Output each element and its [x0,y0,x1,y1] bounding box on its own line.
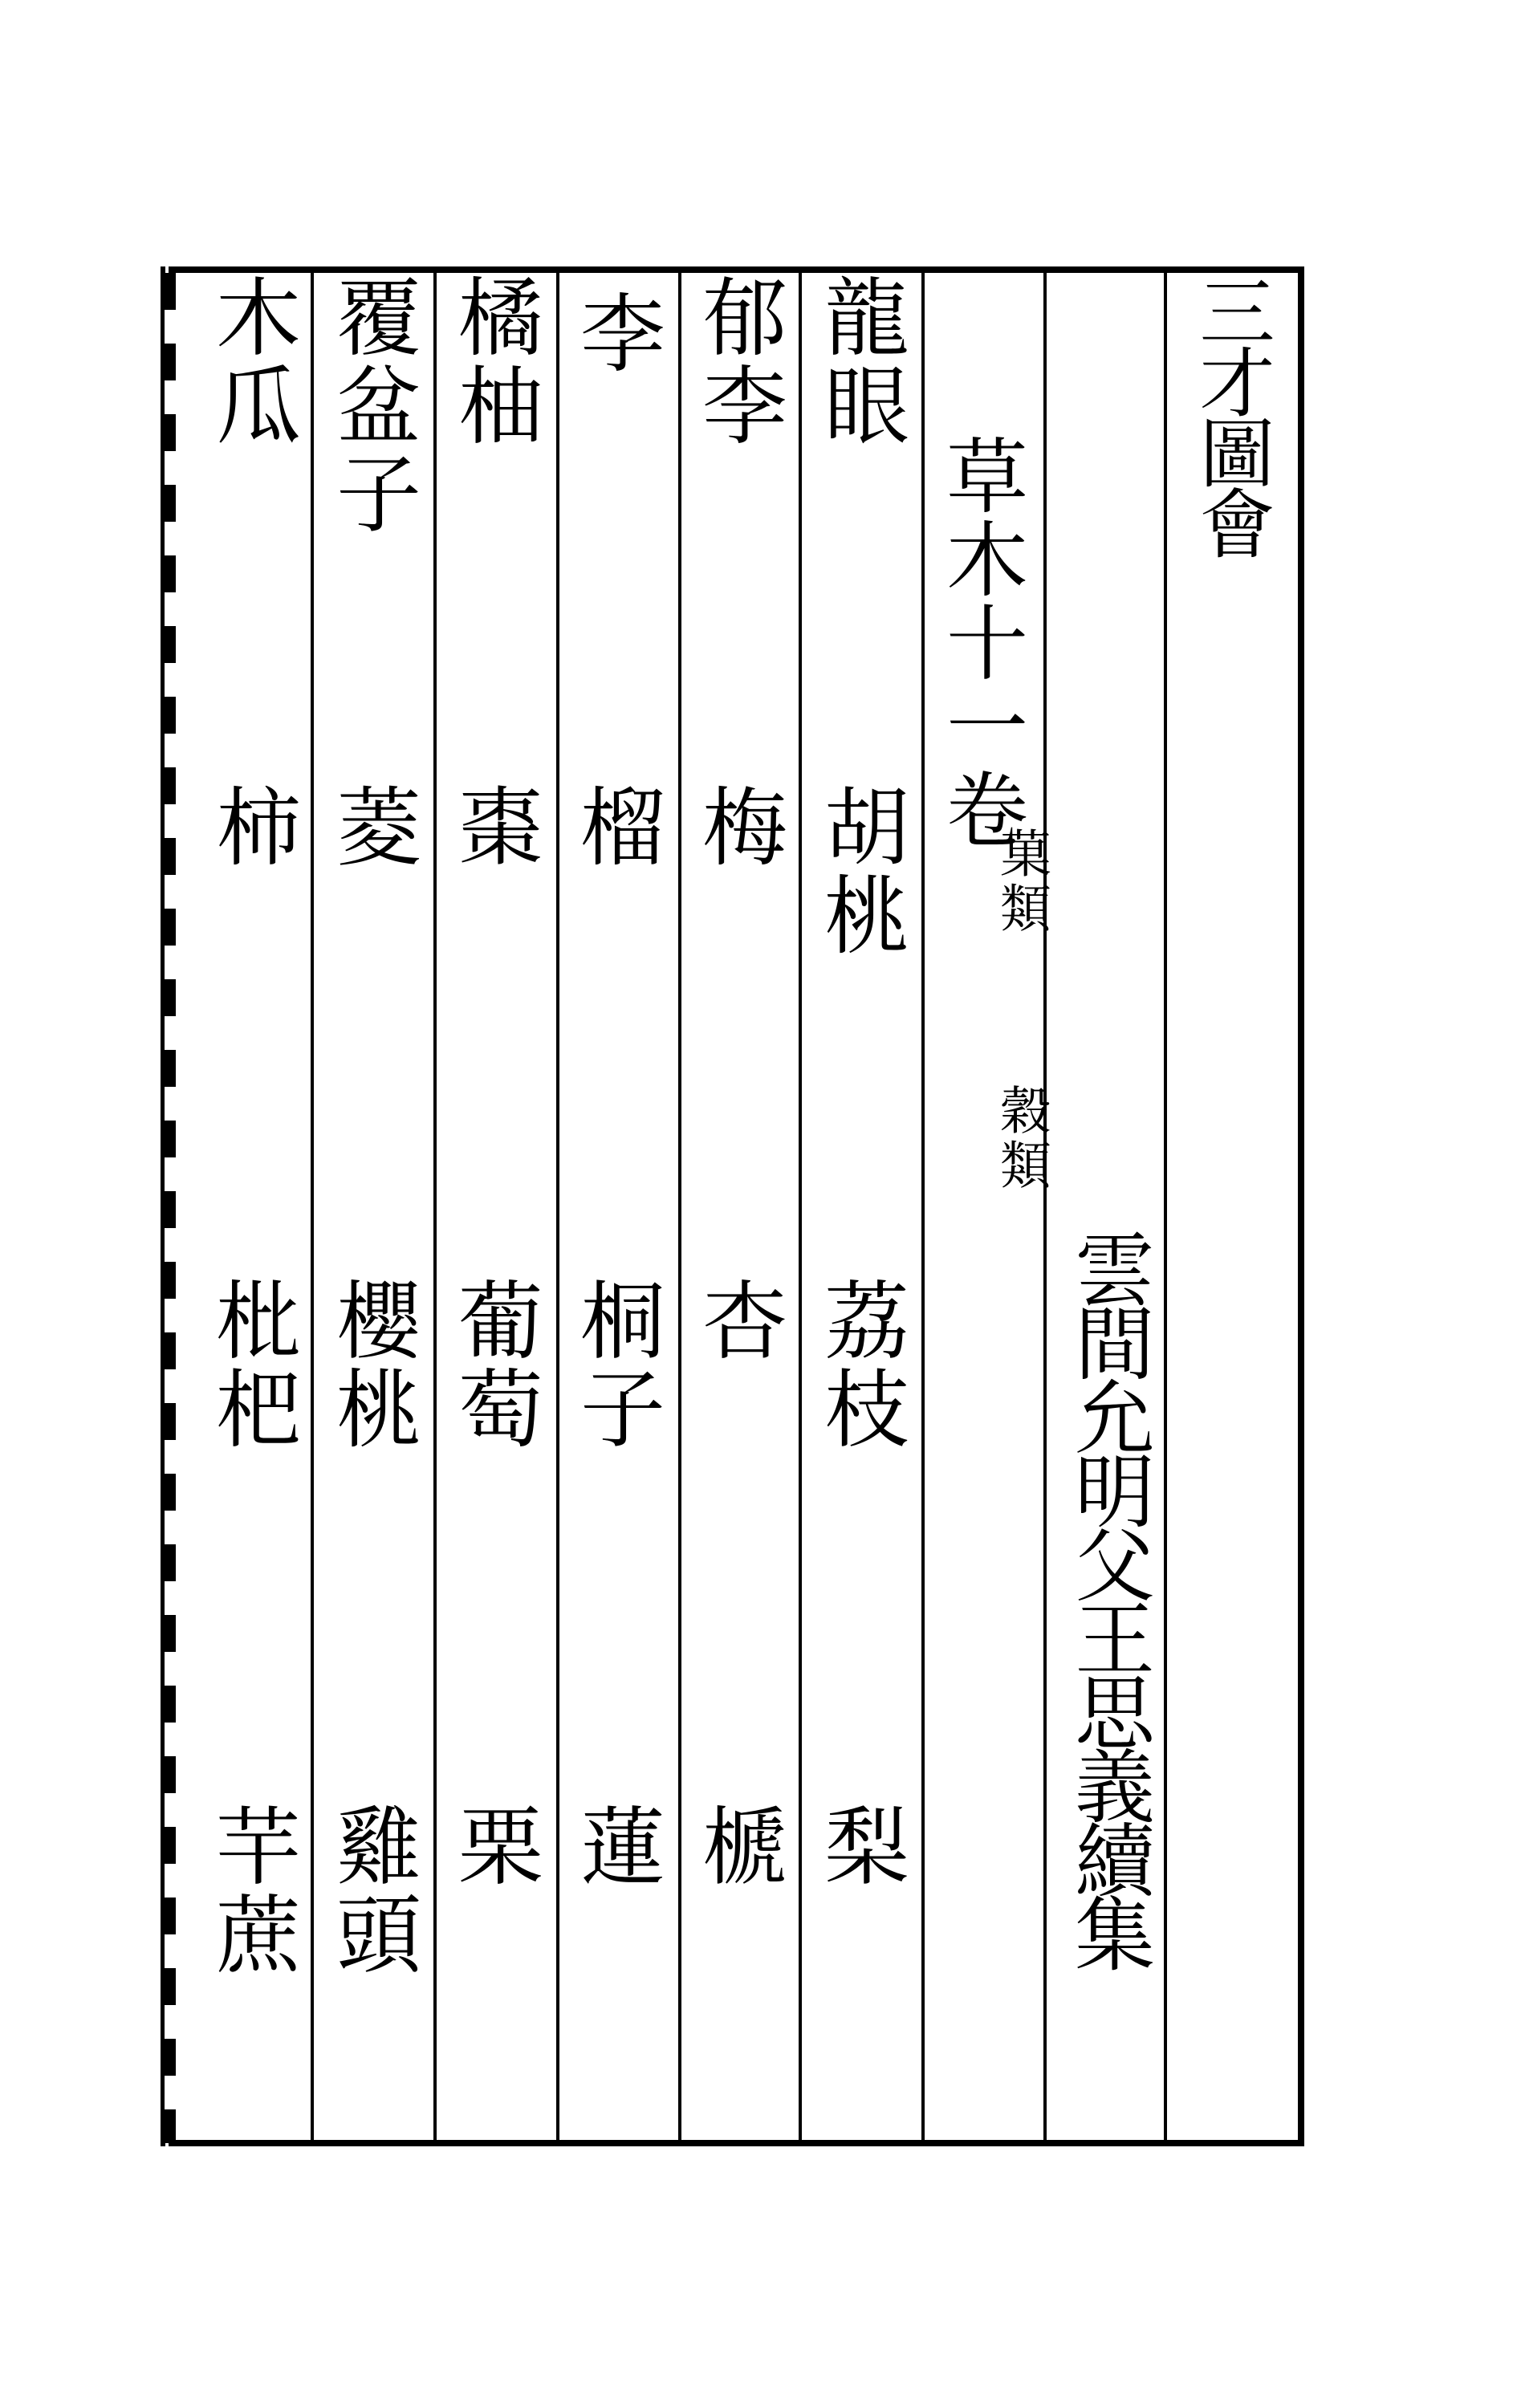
entry: 胡桃 [811,783,909,959]
entry: 桐子 [567,1276,665,1453]
category-label: 穀類 [991,1084,1051,1193]
entry: 郁李 [689,273,787,449]
entry: 枇杷 [202,1276,301,1453]
category-label: 菓類 [991,827,1051,936]
entry: 榹 [689,1802,787,1890]
volume-title: 草木十一卷 [933,433,1028,851]
book-title: 三才圖會 [1186,273,1274,555]
column-rule [433,266,437,2146]
column-rule [311,266,314,2146]
entry: 橘柚 [445,273,543,449]
entry: 雞頭 [323,1802,421,1979]
entry: 榴 [567,783,665,871]
entry: 柿 [202,783,301,871]
column-rule [799,266,802,2146]
entry: 梅 [689,783,787,871]
author-line: 雲間允明父王思義續集 [1061,1228,1155,1967]
entry: 櫻桃 [323,1276,421,1453]
column-rule [556,266,559,2146]
column-rule [1043,266,1047,2146]
entry: 葡萄 [445,1276,543,1453]
entry: 蓮 [567,1802,665,1890]
entry: 荔枝 [811,1276,909,1453]
entry: 菱 [323,783,421,871]
entry: 覆盆子 [323,273,421,538]
column-rule [1164,266,1167,2146]
entry: 棗 [445,783,543,871]
entry: 栗 [445,1802,543,1890]
column-rule [921,266,925,2146]
column-rule [678,266,681,2146]
entry: 木瓜 [202,273,301,449]
entry: 梨 [811,1802,909,1890]
entry: 李 [567,289,665,377]
entry: 龍眼 [811,273,909,449]
entry: 芉蔗 [202,1802,301,1979]
entry: 杏 [689,1276,787,1365]
